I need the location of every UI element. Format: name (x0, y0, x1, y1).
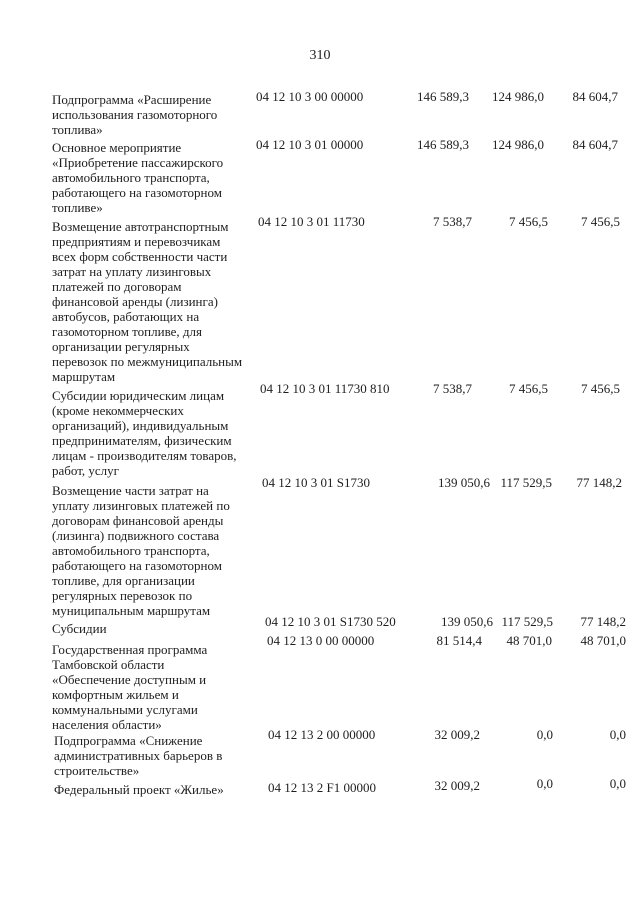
row-description: Подпрограмма «Снижение административных барьеров в строительстве» (54, 733, 223, 778)
row-description: Подпрограмма «Расширение использования газомоторного топлива» (52, 92, 218, 137)
row-value-year-2: 124 986,0 (492, 137, 544, 152)
row-value-year-3: 7 456,5 (581, 381, 620, 396)
row-value-year-1: 7 538,7 (433, 214, 472, 229)
row-description: Возмещение автотранспортным предприятиям и перевозчикам всех форм собственности части затрат на уплату лизинговых платежей по договорам финансовой аренды (лизинга) автобусов, работающих на газомоторном топливе, для организации регулярных перевозок по межмуниципальным маршрутам (52, 219, 243, 384)
row-value-year-1: 81 514,4 (436, 633, 482, 648)
row-value-year-1: 32 009,2 (434, 727, 480, 742)
row-classification-code: 04 12 10 3 01 11730 810 (260, 381, 390, 396)
row-value-year-2: 124 986,0 (492, 89, 544, 104)
row-classification-code: 04 12 10 3 00 00000 (256, 89, 364, 104)
row-value-year-1: 7 538,7 (433, 381, 472, 396)
row-value-year-3: 84 604,7 (572, 137, 618, 152)
row-classification-code: 04 12 10 3 01 11730 (258, 214, 365, 229)
row-value-year-1: 139 050,6 (441, 614, 493, 629)
page-number: 310 (309, 48, 331, 63)
row-value-year-2: 7 456,5 (509, 214, 548, 229)
row-classification-code: 04 12 13 2 F1 00000 (268, 780, 376, 795)
row-description: Возмещение части затрат на уплату лизинговых платежей по договорам финансовой аренды (лизинга) подвижного состава автомобильного транспорта, работающего на газомоторном топливе, для организации регулярных перевозок по муниципальным маршрутам (52, 483, 230, 618)
row-description: Федеральный проект «Жилье» (54, 782, 224, 797)
row-classification-code: 04 12 13 2 00 00000 (268, 727, 376, 742)
row-value-year-2: 0,0 (536, 727, 553, 742)
row-classification-code: 04 12 10 3 01 00000 (256, 137, 364, 152)
row-value-year-3: 77 148,2 (576, 475, 622, 490)
row-description: Субсидии (52, 621, 107, 636)
row-value-year-3: 77 148,2 (580, 614, 626, 629)
row-value-year-1: 146 589,3 (417, 89, 469, 104)
row-value-year-2: 117 529,5 (500, 475, 552, 490)
row-value-year-3: 0,0 (609, 776, 626, 791)
row-value-year-3: 84 604,7 (572, 89, 618, 104)
row-value-year-3: 0,0 (609, 727, 626, 742)
row-description: Субсидии юридическим лицам (кроме некоммерческих организаций), индивидуальным предпринимателям, физическим лицам - производителям товаров, работ, услуг (52, 388, 237, 478)
row-value-year-2: 7 456,5 (509, 381, 548, 396)
row-value-year-2: 48 701,0 (506, 633, 552, 648)
row-value-year-1: 146 589,3 (417, 137, 469, 152)
row-value-year-1: 32 009,2 (434, 778, 480, 793)
row-description: Основное мероприятие «Приобретение пассажирского автомобильного транспорта, работающего на газомоторном топливе» (52, 140, 224, 215)
row-value-year-1: 139 050,6 (438, 475, 490, 490)
row-classification-code: 04 12 10 3 01 S1730 (262, 475, 370, 490)
row-value-year-2: 117 529,5 (501, 614, 553, 629)
row-value-year-3: 48 701,0 (580, 633, 626, 648)
row-classification-code: 04 12 13 0 00 00000 (267, 633, 375, 648)
row-value-year-2: 0,0 (536, 776, 553, 791)
row-value-year-3: 7 456,5 (581, 214, 620, 229)
row-description: Государственная программа Тамбовской области «Обеспечение доступным и комфортным жильем и коммунальными услугами населения области» (52, 642, 208, 732)
row-classification-code: 04 12 10 3 01 S1730 520 (265, 614, 396, 629)
